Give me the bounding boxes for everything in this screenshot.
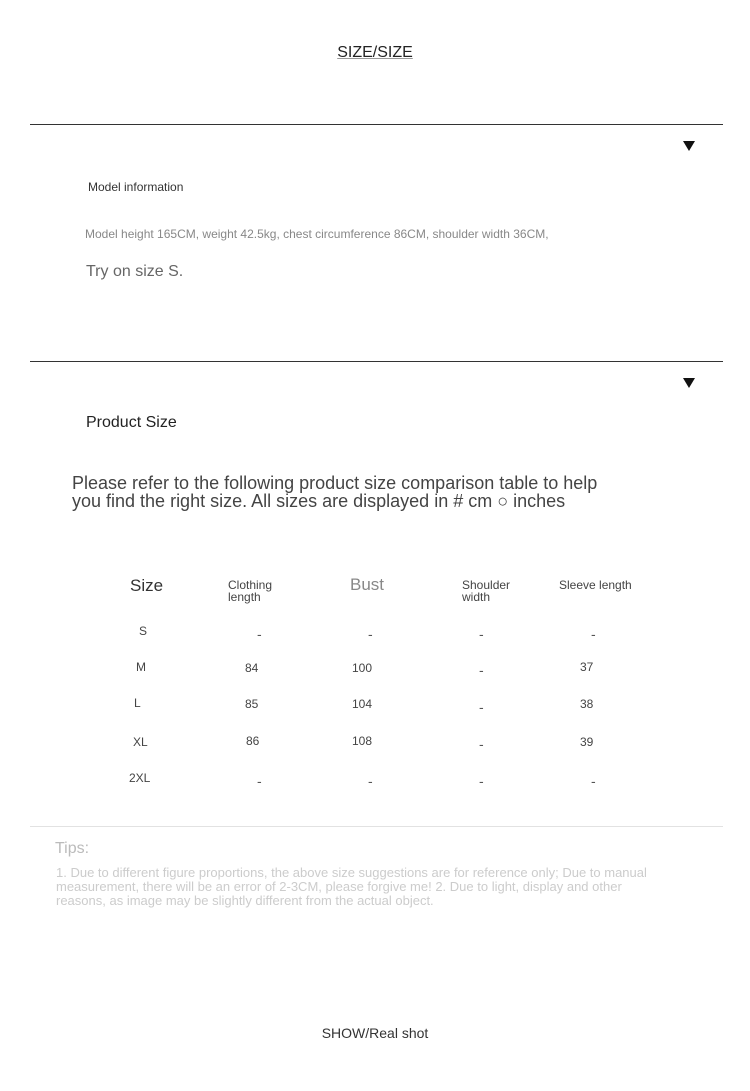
intro-line-2: you find the right size. All sizes are displayed in # cm ○ inches: [72, 491, 566, 511]
model-try-on: Try on size S.: [86, 263, 184, 280]
header-sleeve-length: Sleeve length: [559, 578, 632, 592]
table-cell-sleeve: -: [591, 773, 596, 789]
model-info-label: Model information: [88, 180, 184, 194]
tips-line-1: 1. Due to different figure proportions, the above size suggestions are for reference only; Due to manual: [56, 865, 647, 880]
table-cell-length: 84: [245, 661, 259, 675]
table-cell-length: -: [257, 626, 262, 642]
table-cell-size: L: [134, 696, 141, 710]
table-cell-sleeve: 39: [580, 735, 594, 749]
table-cell-bust: 108: [352, 734, 373, 748]
header-clothing-length-line2: length: [228, 590, 261, 604]
page-title: SIZE/SIZE: [337, 44, 413, 61]
header-bust: Bust: [350, 575, 385, 594]
table-cell-length: 86: [246, 734, 260, 748]
header-shoulder-width-line2: width: [462, 590, 491, 604]
table-cell-length: -: [257, 773, 262, 789]
table-cell-size: XL: [133, 735, 148, 749]
table-cell-bust: 100: [352, 661, 373, 675]
table-cell-shoulder: -: [479, 662, 484, 678]
table-cell-sleeve: 37: [580, 660, 594, 674]
table-cell-bust: 104: [352, 697, 373, 711]
table-cell-size: M: [136, 660, 146, 674]
real-shot-heading: SHOW/Real shot: [321, 1025, 429, 1041]
table-cell-bust: -: [368, 773, 373, 789]
product-size-label: Product Size: [86, 414, 177, 431]
table-cell-size: 2XL: [129, 771, 151, 785]
tips-divider: [30, 826, 723, 827]
table-cell-bust: -: [368, 626, 373, 642]
header-shoulder-width: [462, 579, 510, 603]
table-cell-length: 85: [245, 697, 259, 711]
table-cell-sleeve: -: [591, 626, 596, 642]
header-clothing-length: [228, 579, 272, 603]
tips-text: [56, 866, 706, 908]
section-divider-model: [30, 124, 723, 125]
table-cell-shoulder: -: [479, 699, 484, 715]
section-divider-product: [30, 361, 723, 362]
table-cell-shoulder: -: [479, 736, 484, 752]
tips-label: Tips:: [55, 840, 90, 857]
product-size-intro: [72, 474, 632, 510]
table-cell-sleeve: 38: [580, 697, 594, 711]
header-size: Size: [130, 576, 164, 595]
model-toggle-icon[interactable]: [683, 141, 695, 151]
table-cell-size: S: [139, 624, 148, 638]
table-cell-shoulder: -: [479, 626, 484, 642]
model-details: Model height 165CM, weight 42.5kg, chest circumference 86CM, shoulder width 36CM,: [85, 227, 549, 241]
product-toggle-icon[interactable]: [683, 378, 695, 388]
header-shoulder-width-line1: Shoulder: [462, 578, 511, 592]
table-cell-shoulder: -: [479, 773, 484, 789]
intro-line-1: Please refer to the following product size comparison table to help: [72, 473, 598, 493]
tips-line-3: reasons, as image may be slightly different from the actual object.: [56, 893, 434, 908]
header-clothing-length-line1: Clothing: [228, 578, 273, 592]
tips-line-2: measurement, there will be an error of 2-3CM, please forgive me! 2. Due to light, display and other: [56, 879, 622, 894]
